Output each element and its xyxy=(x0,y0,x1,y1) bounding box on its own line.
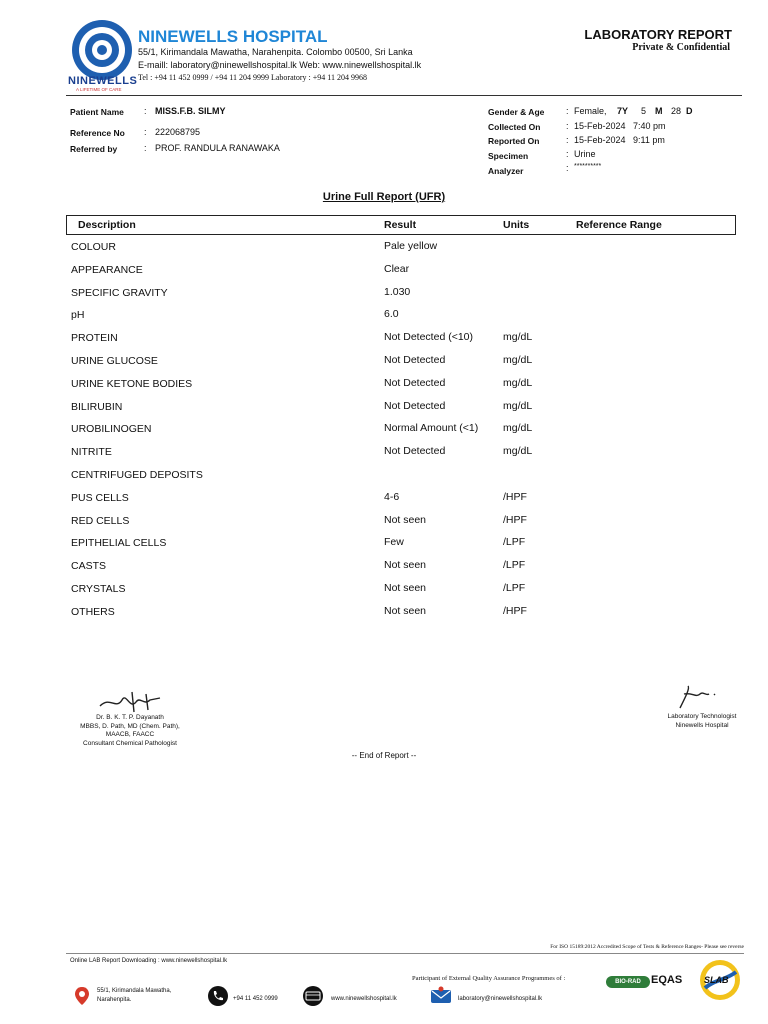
hospital-email-web: E-maill: laboratory@ninewellshospital.lk Web: www.ninewellshospital.lk xyxy=(138,60,422,70)
footer-email[interactable]: laboratory@ninewellshospital.lk xyxy=(458,996,543,1002)
test-result: Not seen xyxy=(384,605,427,617)
test-result: Not seen xyxy=(384,582,427,594)
patient-name: MISS.F.B. SILMY xyxy=(155,106,226,116)
footer-website[interactable]: www.ninewellshospital.lk xyxy=(331,996,397,1002)
test-name: RED CELLS xyxy=(71,515,130,527)
test-name: OTHERS xyxy=(71,606,115,618)
logo-tagline: A LIFETIME OF CARE xyxy=(76,87,122,92)
test-units: /HPF xyxy=(503,514,527,526)
referred-by: PROF. RANDULA RANAWAKA xyxy=(155,143,280,153)
technologist-title: Laboratory Technologist xyxy=(667,713,737,720)
footer-phone: +94 11 452 0999 xyxy=(233,996,278,1002)
test-result: Not Detected xyxy=(384,400,446,412)
age-days-value: 28 xyxy=(671,106,682,116)
test-units: mg/dL xyxy=(503,331,533,343)
eqa-participant-text: Participant of External Quality Assurance Programmes of : xyxy=(412,975,566,982)
report-confidentiality: Private & Confidential xyxy=(632,42,730,53)
slab-text: SLAB xyxy=(704,975,729,985)
email-icon xyxy=(430,986,452,1006)
test-units: /HPF xyxy=(503,605,527,617)
colon: : xyxy=(566,135,569,145)
test-result: 6.0 xyxy=(384,308,399,320)
test-name: COLOUR xyxy=(71,241,116,253)
test-name: URINE GLUCOSE xyxy=(71,355,158,367)
age-days-unit: D xyxy=(686,106,693,116)
test-units: mg/dL xyxy=(503,445,533,457)
header-units: Units xyxy=(503,219,530,231)
analyzer: ********** xyxy=(574,163,602,170)
colon: : xyxy=(566,121,569,131)
technologist-details xyxy=(640,713,764,730)
test-name: CRYSTALS xyxy=(71,583,126,595)
colon: : xyxy=(566,163,569,173)
footer-divider xyxy=(66,953,744,954)
referred-by-label: Referred by xyxy=(70,144,118,154)
test-name: CASTS xyxy=(71,560,107,572)
hospital-address: 55/1, Kirimandala Mawatha, Narahenpita. Colombo 00500, Sri Lanka xyxy=(138,47,413,57)
reported-on: 15-Feb-2024 9:11 pm xyxy=(574,135,665,145)
pathologist-qualifications: MBBS, D. Path, MD (Chem. Path), xyxy=(80,722,180,730)
colon: : xyxy=(144,143,147,153)
online-report-link[interactable]: Online LAB Report Downloading : www.ninewellshospital.lk xyxy=(70,958,228,964)
test-result: Few xyxy=(384,536,404,548)
reported-label: Reported On xyxy=(488,136,540,146)
footer-address-line1: 55/1, Kirimandala Mawatha, xyxy=(97,988,172,994)
location-icon xyxy=(72,986,92,1006)
gender-age-label: Gender & Age xyxy=(488,107,545,117)
test-name: SPECIFIC GRAVITY xyxy=(71,287,168,299)
hospital-name: NINEWELLS HOSPITAL xyxy=(138,27,328,46)
iso-accreditation-note: For ISO 15189:2012 Accredited Scope of Tests & Reference Ranges- Please see reverse xyxy=(550,944,744,950)
footer-address-line2: Narahenpita. xyxy=(97,997,132,1003)
test-name: UROBILINOGEN xyxy=(71,423,152,435)
test-result: Normal Amount (<1) xyxy=(384,422,479,434)
reference-number: 222068795 xyxy=(155,127,201,137)
colon: : xyxy=(566,149,569,159)
age-months-value: 5 xyxy=(641,106,647,116)
test-name: BILIRUBIN xyxy=(71,401,123,413)
pathologist-memberships: MAACB, FAACC xyxy=(105,731,155,738)
report-type-title: LABORATORY REPORT xyxy=(584,27,732,42)
technologist-hospital: Ninewells Hospital xyxy=(675,721,729,729)
test-result: Not seen xyxy=(384,514,427,526)
test-units: mg/dL xyxy=(503,354,533,366)
collected-label: Collected On xyxy=(488,122,541,132)
reference-label: Reference No xyxy=(70,128,125,138)
specimen: Urine xyxy=(574,149,596,159)
colon: : xyxy=(566,106,569,116)
test-units: mg/dL xyxy=(503,377,533,389)
test-result: Not Detected xyxy=(384,445,446,457)
test-units: mg/dL xyxy=(503,422,533,434)
test-units: /LPF xyxy=(503,582,526,594)
header-divider xyxy=(66,95,742,96)
end-of-report: -- End of Report -- xyxy=(351,751,417,760)
specimen-label: Specimen xyxy=(488,151,529,161)
hospital-phone: Tel : +94 11 452 0999 / +94 11 204 9999 Laboratory : +94 11 204 9968 xyxy=(138,73,367,82)
test-result: 1.030 xyxy=(384,286,411,298)
gender: Female, xyxy=(574,106,607,116)
test-result: Not Detected xyxy=(384,377,446,389)
logo-wordmark: NINEWELLS xyxy=(68,75,138,87)
test-name: pH xyxy=(71,309,85,321)
age-years: 7Y xyxy=(617,106,629,116)
test-name: APPEARANCE xyxy=(71,264,143,276)
test-result: Not Detected xyxy=(384,354,446,366)
pathologist-details xyxy=(66,714,194,748)
test-name: EPITHELIAL CELLS xyxy=(71,537,167,549)
biorad-badge: BIO-RAD xyxy=(606,976,650,988)
test-units: mg/dL xyxy=(503,400,533,412)
test-name: NITRITE xyxy=(71,446,112,458)
patient-name-label: Patient Name xyxy=(70,107,124,117)
header-description: Description xyxy=(78,219,136,231)
pathologist-title: Consultant Chemical Pathologist xyxy=(83,739,177,747)
technologist-signature xyxy=(676,682,720,712)
test-name: URINE KETONE BODIES xyxy=(71,378,193,390)
phone-icon xyxy=(208,986,228,1006)
test-result: Clear xyxy=(384,263,410,275)
pathologist-signature xyxy=(96,688,168,714)
test-result: 4-6 xyxy=(384,491,400,503)
analyzer-label: Analyzer xyxy=(488,166,524,176)
age-months-unit: M xyxy=(655,106,663,116)
test-result: Pale yellow xyxy=(384,240,438,252)
eqas-logo: EQAS xyxy=(651,974,683,986)
pathologist-name: Dr. B. K. T. P. Dayanath xyxy=(96,714,164,721)
test-result: Not seen xyxy=(384,559,427,571)
report-title: Urine Full Report (UFR) xyxy=(322,191,446,203)
header-reference-range: Reference Range xyxy=(576,219,662,231)
test-result: Not Detected (<10) xyxy=(384,331,474,343)
colon: : xyxy=(144,127,147,137)
test-name: PUS CELLS xyxy=(71,492,129,504)
test-name: PROTEIN xyxy=(71,332,118,344)
collected-on: 15-Feb-2024 7:40 pm xyxy=(574,121,666,131)
colon: : xyxy=(144,106,147,116)
test-units: /HPF xyxy=(503,491,527,503)
test-units: /LPF xyxy=(503,559,526,571)
test-name: CENTRIFUGED DEPOSITS xyxy=(71,469,203,481)
web-icon xyxy=(302,986,324,1006)
header-result: Result xyxy=(384,219,417,231)
test-units: /LPF xyxy=(503,536,526,548)
